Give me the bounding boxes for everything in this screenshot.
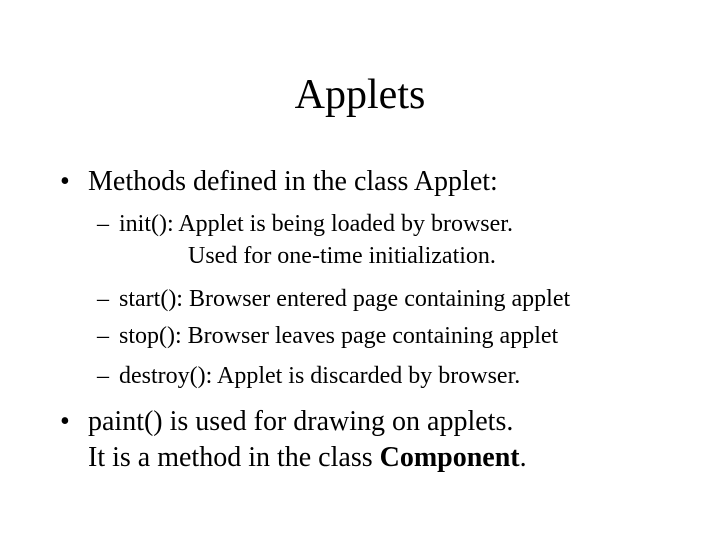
dash-icon: –	[97, 323, 109, 349]
bold-class-name: Component	[379, 442, 520, 473]
bullet-text-suffix: .	[519, 442, 527, 473]
bullet-icon: •	[60, 166, 70, 197]
bullet-text-prefix: It is a method in the class	[88, 442, 380, 473]
sub-item-text: start(): Browser entered page containing applet	[119, 286, 571, 312]
sub-item-continuation: Used for one-time initialization.	[188, 243, 496, 269]
sub-item-text: stop(): Browser leaves page containing applet	[119, 323, 559, 349]
bullet-text: paint() is used for drawing on applets.	[88, 406, 514, 437]
sub-item-text: init(): Applet is being loaded by browser.	[119, 211, 513, 237]
slide-title: Applets	[294, 72, 426, 118]
bullet-text-line2	[88, 441, 527, 475]
dash-icon: –	[97, 363, 109, 389]
sub-item-text: destroy(): Applet is discarded by browser.	[119, 363, 521, 389]
dash-icon: –	[97, 286, 109, 312]
bullet-text: Methods defined in the class Applet:	[88, 166, 498, 197]
bullet-icon: •	[60, 406, 70, 437]
dash-icon: –	[97, 211, 109, 237]
